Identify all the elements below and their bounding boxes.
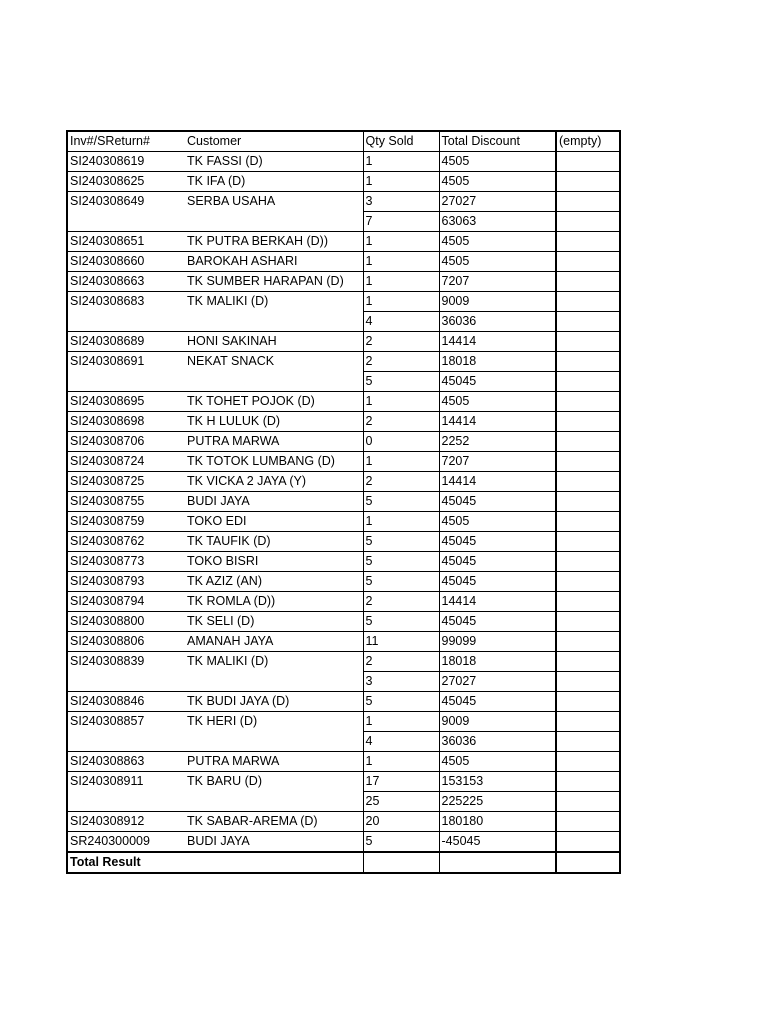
table-row	[68, 632, 619, 652]
cell-qty-sold[interactable]: 5	[363, 572, 439, 592]
cell-total-discount[interactable]: 45045	[439, 692, 556, 712]
cell-total-discount[interactable]: 153153	[439, 772, 556, 792]
cell-empty[interactable]	[556, 212, 619, 232]
cell-total-discount[interactable]: 4505	[439, 252, 556, 272]
cell-empty[interactable]	[556, 312, 619, 332]
cell-qty-sold[interactable]: 5	[363, 532, 439, 552]
header-row	[68, 132, 619, 152]
cell-customer[interactable]: NEKAT SNACK	[187, 354, 275, 369]
cell-invoice[interactable]: SI240308691	[70, 354, 145, 369]
cell-total-discount[interactable]: 45045	[439, 492, 556, 512]
cell-customer[interactable]: TK FASSI (D)	[185, 152, 363, 172]
cell-qty-sold[interactable]: 7	[363, 212, 439, 232]
header-customer[interactable]: Customer	[185, 132, 363, 152]
cell-customer[interactable]: TK PUTRA BERKAH (D))	[185, 232, 363, 252]
header-qty-sold[interactable]: Qty Sold	[363, 132, 439, 152]
table-row	[68, 172, 619, 192]
cell-qty-sold[interactable]: 4	[363, 312, 439, 332]
cell-invoice[interactable]: SI240308911	[70, 774, 144, 789]
cell-invoice[interactable]: SI240308698	[68, 412, 185, 432]
cell-customer[interactable]: TOKO EDI	[185, 512, 363, 532]
cell-empty[interactable]	[556, 352, 619, 372]
cell-qty-sold[interactable]: 1	[363, 292, 439, 312]
cell-invoice[interactable]: SI240308794	[68, 592, 185, 612]
cell-qty-sold[interactable]: 1	[363, 272, 439, 292]
cell-empty[interactable]	[556, 512, 619, 532]
cell-invoice[interactable]: SI240308651	[68, 232, 185, 252]
cell-invoice[interactable]: SI240308839	[70, 654, 145, 669]
table-body	[68, 152, 619, 853]
table-row	[68, 812, 619, 832]
table-row	[68, 792, 619, 812]
cell-total-discount[interactable]: 4505	[439, 152, 556, 172]
cell-qty-sold[interactable]: 1	[363, 252, 439, 272]
cell-empty[interactable]	[556, 592, 619, 612]
table-row	[68, 232, 619, 252]
cell-qty-sold[interactable]: 3	[363, 672, 439, 692]
cell-qty-sold[interactable]: 2	[363, 352, 439, 372]
cell-qty-sold[interactable]: 20	[363, 812, 439, 832]
table-row	[68, 732, 619, 752]
table-row	[68, 672, 619, 692]
cell-qty-sold[interactable]: 1	[363, 232, 439, 252]
cell-customer[interactable]: TK BARU (D)	[187, 774, 262, 789]
cell-invoice[interactable]	[68, 212, 185, 232]
cell-empty[interactable]	[556, 832, 619, 853]
cell-total-discount[interactable]: 4505	[439, 172, 556, 192]
cell-total-discount[interactable]: 14414	[439, 412, 556, 432]
table-row	[68, 372, 619, 392]
cell-customer[interactable]: TK SELI (D)	[185, 612, 363, 632]
table-row	[68, 552, 619, 572]
table-row	[68, 332, 619, 352]
cell-invoice[interactable]: SI240308683	[70, 294, 145, 309]
cell-qty-sold[interactable]: 5	[363, 692, 439, 712]
cell-empty[interactable]	[556, 192, 619, 212]
cell-customer[interactable]	[185, 372, 363, 392]
cell-total-discount[interactable]: 27027	[439, 192, 556, 212]
cell-empty[interactable]	[556, 752, 619, 772]
cell-invoice[interactable]: SI240308762	[68, 532, 185, 552]
cell-customer[interactable]: BAROKAH ASHARI	[185, 252, 363, 272]
cell-qty-sold[interactable]: 0	[363, 432, 439, 452]
cell-total-discount[interactable]: 225225	[439, 792, 556, 812]
table-row	[68, 652, 619, 672]
cell-invoice[interactable]	[68, 672, 185, 692]
cell-qty-sold[interactable]: 5	[363, 612, 439, 632]
table-row	[68, 412, 619, 432]
cell-empty[interactable]	[556, 812, 619, 832]
cell-invoice[interactable]	[68, 372, 185, 392]
pivot-table-report	[66, 130, 621, 874]
cell-qty-sold[interactable]: 2	[363, 412, 439, 432]
cell-invoice[interactable]: SI240308706	[68, 432, 185, 452]
cell-customer[interactable]	[185, 672, 363, 692]
cell-empty[interactable]	[556, 612, 619, 632]
cell-empty[interactable]	[556, 232, 619, 252]
cell-customer[interactable]: TK TOHET POJOK (D)	[185, 392, 363, 412]
cell-total-discount[interactable]: 63063	[439, 212, 556, 232]
table-row	[68, 312, 619, 332]
cell-qty-sold[interactable]: 2	[363, 332, 439, 352]
cell-invoice[interactable]: SI240308800	[68, 612, 185, 632]
cell-total-discount[interactable]: 9009	[439, 712, 556, 732]
cell-invoice[interactable]: SI240308689	[68, 332, 185, 352]
cell-invoice[interactable]: SI240308857	[70, 714, 145, 729]
cell-customer[interactable]: TK BUDI JAYA (D)	[185, 692, 363, 712]
cell-total-discount[interactable]: 99099	[439, 632, 556, 652]
cell-total-discount[interactable]: 4505	[439, 512, 556, 532]
table-row	[68, 772, 619, 792]
table-row	[68, 752, 619, 772]
cell-empty[interactable]	[556, 652, 619, 672]
cell-customer[interactable]: TK SABAR-AREMA (D)	[185, 812, 363, 832]
table-row	[68, 532, 619, 552]
cell-invoice[interactable]: SI240308806	[68, 632, 185, 652]
cell-total-discount[interactable]: 45045	[439, 572, 556, 592]
cell-qty-sold[interactable]: 1	[363, 712, 439, 732]
cell-customer[interactable]: TK VICKA 2 JAYA (Y)	[185, 472, 363, 492]
cell-qty-sold[interactable]: 1	[363, 752, 439, 772]
cell-total-discount[interactable]: 45045	[439, 552, 556, 572]
cell-customer[interactable]: TK HERI (D)	[187, 714, 258, 729]
total-label[interactable]: Total Result	[68, 852, 185, 872]
cell-invoice[interactable]: SI240308912	[68, 812, 185, 832]
cell-total-discount[interactable]: 18018	[439, 652, 556, 672]
cell-empty[interactable]	[556, 472, 619, 492]
cell-qty-sold[interactable]: 25	[363, 792, 439, 812]
cell-qty-sold[interactable]: 1	[363, 452, 439, 472]
cell-invoice[interactable]: SI240308725	[68, 472, 185, 492]
cell-customer[interactable]: TK MALIKI (D)	[187, 294, 269, 309]
cell-customer[interactable]	[185, 312, 363, 332]
cell-customer[interactable]: PUTRA MARWA	[185, 432, 363, 452]
table-row	[68, 152, 619, 172]
cell-total-discount[interactable]: 2252	[439, 432, 556, 452]
table-row	[68, 392, 619, 412]
cell-empty[interactable]	[556, 272, 619, 292]
cell-customer[interactable]: TK MALIKI (D)	[187, 654, 269, 669]
cell-customer[interactable]: TK TOTOK LUMBANG (D)	[185, 452, 363, 472]
cell-empty[interactable]	[556, 632, 619, 652]
cell-qty-sold[interactable]: 2	[363, 472, 439, 492]
cell-customer[interactable]: BUDI JAYA	[185, 492, 363, 512]
table-row	[68, 832, 619, 853]
total-empty-cell[interactable]	[556, 852, 619, 872]
cell-total-discount[interactable]: 27027	[439, 672, 556, 692]
cell-total-discount[interactable]: 45045	[439, 612, 556, 632]
cell-total-discount[interactable]: -45045	[439, 832, 556, 853]
cell-customer[interactable]	[185, 212, 363, 232]
header-inv[interactable]: Inv#/SReturn#	[68, 132, 185, 152]
table-row	[68, 472, 619, 492]
cell-customer[interactable]: TK ROMLA (D))	[185, 592, 363, 612]
cell-customer[interactable]: PUTRA MARWA	[185, 752, 363, 772]
table-row	[68, 252, 619, 272]
cell-invoice[interactable]: SI240308773	[68, 552, 185, 572]
pivot-table	[68, 132, 619, 872]
cell-empty[interactable]	[556, 372, 619, 392]
cell-empty[interactable]	[556, 492, 619, 512]
cell-total-discount[interactable]: 45045	[439, 532, 556, 552]
cell-empty[interactable]	[556, 532, 619, 552]
cell-invoice[interactable]: SI240308724	[68, 452, 185, 472]
cell-total-discount[interactable]: 7207	[439, 272, 556, 292]
cell-empty[interactable]	[556, 712, 619, 732]
cell-empty[interactable]	[556, 252, 619, 272]
cell-customer[interactable]: TK H LULUK (D)	[185, 412, 363, 432]
cell-empty[interactable]	[556, 552, 619, 572]
cell-invoice[interactable]: SI240308793	[68, 572, 185, 592]
table-row	[68, 612, 619, 632]
cell-invoice[interactable]: SI240308660	[68, 252, 185, 272]
table-row	[68, 692, 619, 712]
cell-total-discount[interactable]: 36036	[439, 312, 556, 332]
total-discount-cell[interactable]	[439, 852, 556, 872]
cell-total-discount[interactable]: 4505	[439, 392, 556, 412]
cell-empty[interactable]	[556, 452, 619, 472]
table-row	[68, 712, 619, 732]
cell-invoice[interactable]: SI240308755	[68, 492, 185, 512]
cell-qty-sold[interactable]: 1	[363, 392, 439, 412]
cell-total-discount[interactable]: 4505	[439, 232, 556, 252]
cell-total-discount[interactable]: 14414	[439, 332, 556, 352]
cell-customer[interactable]: HONI SAKINAH	[185, 332, 363, 352]
table-row	[68, 492, 619, 512]
header-empty[interactable]: (empty)	[556, 132, 619, 152]
table-row	[68, 352, 619, 372]
table-row	[68, 452, 619, 472]
cell-total-discount[interactable]: 4505	[439, 752, 556, 772]
cell-customer[interactable]: TOKO BISRI	[185, 552, 363, 572]
cell-qty-sold[interactable]: 17	[363, 772, 439, 792]
cell-customer[interactable]	[185, 732, 363, 752]
cell-customer[interactable]: TK AZIZ (AN)	[185, 572, 363, 592]
cell-total-discount[interactable]: 9009	[439, 292, 556, 312]
cell-invoice[interactable]: SI240308663	[68, 272, 185, 292]
cell-empty[interactable]	[556, 772, 619, 792]
cell-invoice[interactable]	[68, 792, 185, 812]
cell-empty[interactable]	[556, 672, 619, 692]
cell-total-discount[interactable]: 14414	[439, 472, 556, 492]
cell-invoice[interactable]: SI240308695	[68, 392, 185, 412]
cell-empty[interactable]	[556, 332, 619, 352]
cell-empty[interactable]	[556, 392, 619, 412]
cell-qty-sold[interactable]: 1	[363, 172, 439, 192]
cell-qty-sold[interactable]: 3	[363, 192, 439, 212]
table-row	[68, 572, 619, 592]
cell-customer[interactable]: AMANAH JAYA	[185, 632, 363, 652]
total-row	[68, 852, 619, 872]
cell-empty[interactable]	[556, 792, 619, 812]
cell-customer[interactable]: TK TAUFIK (D)	[185, 532, 363, 552]
cell-invoice[interactable]: SI240308619	[68, 152, 185, 172]
table-row	[68, 272, 619, 292]
table-row	[68, 432, 619, 452]
cell-qty-sold[interactable]: 1	[363, 152, 439, 172]
cell-invoice[interactable]: SI240308846	[68, 692, 185, 712]
table-row	[68, 592, 619, 612]
cell-invoice[interactable]: SI240308759	[68, 512, 185, 532]
cell-invoice[interactable]: SI240308625	[68, 172, 185, 192]
table-row	[68, 192, 619, 212]
cell-empty[interactable]	[556, 172, 619, 192]
cell-empty[interactable]	[556, 432, 619, 452]
cell-total-discount[interactable]: 36036	[439, 732, 556, 752]
cell-empty[interactable]	[556, 412, 619, 432]
cell-customer[interactable]	[185, 792, 363, 812]
cell-total-discount[interactable]: 7207	[439, 452, 556, 472]
cell-empty[interactable]	[556, 152, 619, 172]
cell-invoice[interactable]	[68, 732, 185, 752]
cell-invoice[interactable]: SI240308863	[68, 752, 185, 772]
cell-invoice[interactable]	[68, 312, 185, 332]
cell-qty-sold[interactable]: 1	[363, 512, 439, 532]
cell-qty-sold[interactable]: 11	[363, 632, 439, 652]
cell-customer[interactable]: TK SUMBER HARAPAN (D)	[185, 272, 363, 292]
cell-total-discount[interactable]: 14414	[439, 592, 556, 612]
table-row	[68, 212, 619, 232]
cell-invoice[interactable]: SI240308649	[70, 194, 145, 209]
cell-customer[interactable]: TK IFA (D)	[185, 172, 363, 192]
cell-customer[interactable]: SERBA USAHA	[187, 194, 276, 209]
table-row	[68, 292, 619, 312]
cell-qty-sold[interactable]: 4	[363, 732, 439, 752]
cell-qty-sold[interactable]: 5	[363, 552, 439, 572]
cell-empty[interactable]	[556, 572, 619, 592]
cell-customer[interactable]: BUDI JAYA	[185, 832, 363, 853]
table-row	[68, 512, 619, 532]
cell-qty-sold[interactable]: 5	[363, 832, 439, 853]
cell-qty-sold[interactable]: 2	[363, 652, 439, 672]
cell-empty[interactable]	[556, 692, 619, 712]
total-customer-cell[interactable]	[185, 852, 363, 872]
cell-qty-sold[interactable]: 5	[363, 492, 439, 512]
cell-empty[interactable]	[556, 292, 619, 312]
cell-qty-sold[interactable]: 2	[363, 592, 439, 612]
cell-qty-sold[interactable]: 5	[363, 372, 439, 392]
cell-total-discount[interactable]: 180180	[439, 812, 556, 832]
header-total-discount[interactable]: Total Discount	[439, 132, 556, 152]
cell-empty[interactable]	[556, 732, 619, 752]
cell-total-discount[interactable]: 45045	[439, 372, 556, 392]
total-qty-cell[interactable]	[363, 852, 439, 872]
cell-invoice[interactable]: SR240300009	[68, 832, 185, 853]
cell-total-discount[interactable]: 18018	[439, 352, 556, 372]
